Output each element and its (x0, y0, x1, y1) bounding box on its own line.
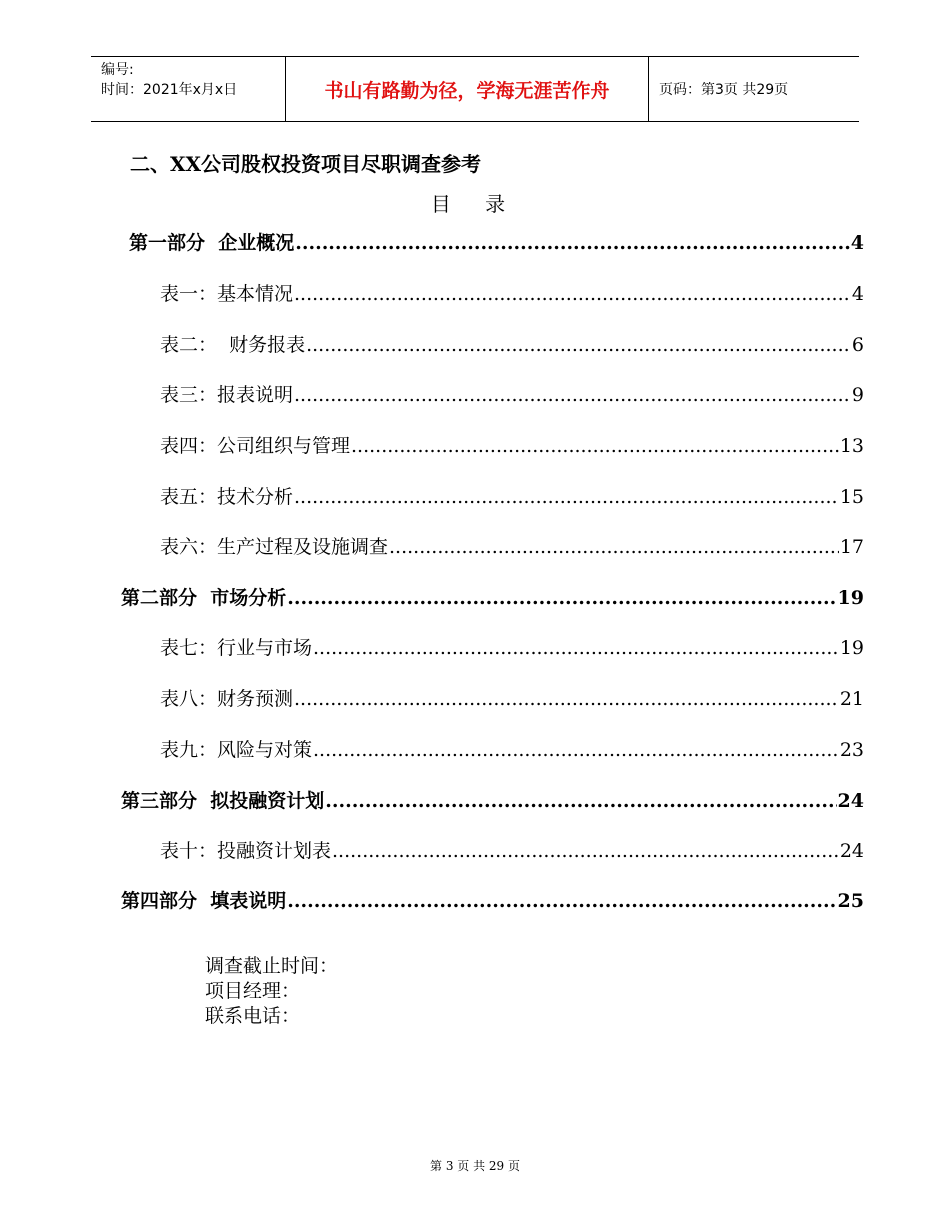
toc-leader-dots (294, 384, 851, 406)
toc-entry-label: 表八：财务预测 (160, 688, 294, 710)
toc-leader-dots (294, 688, 839, 710)
toc-entry-label: 第三部分 拟投融资计划 (121, 790, 325, 812)
header-meta (91, 57, 285, 121)
toc-entry[interactable] (121, 886, 864, 916)
toc-entry[interactable] (121, 583, 864, 613)
toc-leader-dots (313, 739, 839, 761)
toc-leader-dots (287, 890, 836, 912)
toc-entry-page: 25 (837, 890, 864, 912)
page-header (91, 56, 859, 122)
toc-entry-label: 表五：技术分析 (160, 486, 294, 508)
toc-entry[interactable] (160, 532, 864, 562)
toc-entry-page: 13 (839, 435, 864, 457)
toc-entry[interactable] (160, 482, 864, 512)
toc-leader-dots (325, 790, 836, 812)
toc-leader-dots (294, 486, 839, 508)
toc-entry[interactable] (121, 786, 864, 816)
toc-entry[interactable] (160, 330, 864, 360)
toc-entry[interactable] (160, 633, 864, 663)
toc-leader-dots (294, 283, 851, 305)
project-manager-label: 项目经理： (205, 980, 301, 1002)
toc-entry-label: 表一：基本情况 (160, 283, 294, 305)
toc-entry-label: 表二： 财务报表 (160, 334, 306, 356)
page-footer: 第 3 页 共 29 页 (430, 1159, 520, 1173)
toc-entry-page: 4 (850, 232, 864, 254)
document-title: 二、XX公司股权投资项目尽职调查参考 (130, 152, 482, 176)
toc-entry-page: 6 (851, 334, 864, 356)
toc-leader-dots (351, 435, 839, 457)
toc-entry[interactable] (160, 836, 864, 866)
toc-entry-page: 21 (839, 688, 864, 710)
toc-entry[interactable] (160, 684, 864, 714)
toc-entry-label: 表十：投融资计划表 (160, 840, 332, 862)
toc-entry-label: 第四部分 填表说明 (121, 890, 287, 912)
toc-entry[interactable] (160, 431, 864, 461)
toc-leader-dots (295, 232, 850, 254)
toc-entry-label: 表九：风险与对策 (160, 739, 313, 761)
toc-entry[interactable] (160, 279, 864, 309)
toc-leader-dots (306, 334, 851, 356)
toc-entry-page: 17 (839, 536, 864, 558)
phone-label: 联系电话： (205, 1005, 301, 1027)
toc-entry-label: 表六：生产过程及设施调查 (160, 536, 389, 558)
toc-leader-dots (332, 840, 839, 862)
toc-leader-dots (287, 587, 836, 609)
header-page-label: 页码：第3页 共29页 (659, 82, 789, 98)
toc-leader-dots (389, 536, 839, 558)
toc-heading: 目 录 (430, 192, 520, 216)
header-time-label: 时间：2021年x月x日 (101, 82, 238, 98)
toc-entry-page: 19 (839, 637, 864, 659)
toc-entry[interactable] (129, 228, 864, 258)
toc-entry-label: 表七：行业与市场 (160, 637, 313, 659)
cutoff-time-label: 调查截止时间： (205, 955, 339, 977)
toc-entry[interactable] (160, 735, 864, 765)
toc-entry-page: 24 (839, 840, 864, 862)
toc-entry-page: 15 (839, 486, 864, 508)
toc-entry-page: 9 (851, 384, 864, 406)
header-number-label: 编号: (101, 62, 134, 78)
toc-leader-dots (313, 637, 839, 659)
toc-entry-page: 4 (851, 283, 864, 305)
toc-entry-label: 第二部分 市场分析 (121, 587, 287, 609)
toc-entry-label: 表四：公司组织与管理 (160, 435, 351, 457)
toc-entry-label: 第一部分 企业概况 (129, 232, 295, 254)
toc-entry-page: 23 (839, 739, 864, 761)
toc-entry-label: 表三：报表说明 (160, 384, 294, 406)
toc-entry-page: 24 (837, 790, 864, 812)
header-motto: 书山有路勤为径，学海无涯苦作舟 (285, 57, 649, 121)
toc-entry[interactable] (160, 380, 864, 410)
toc-entry-page: 19 (837, 587, 864, 609)
